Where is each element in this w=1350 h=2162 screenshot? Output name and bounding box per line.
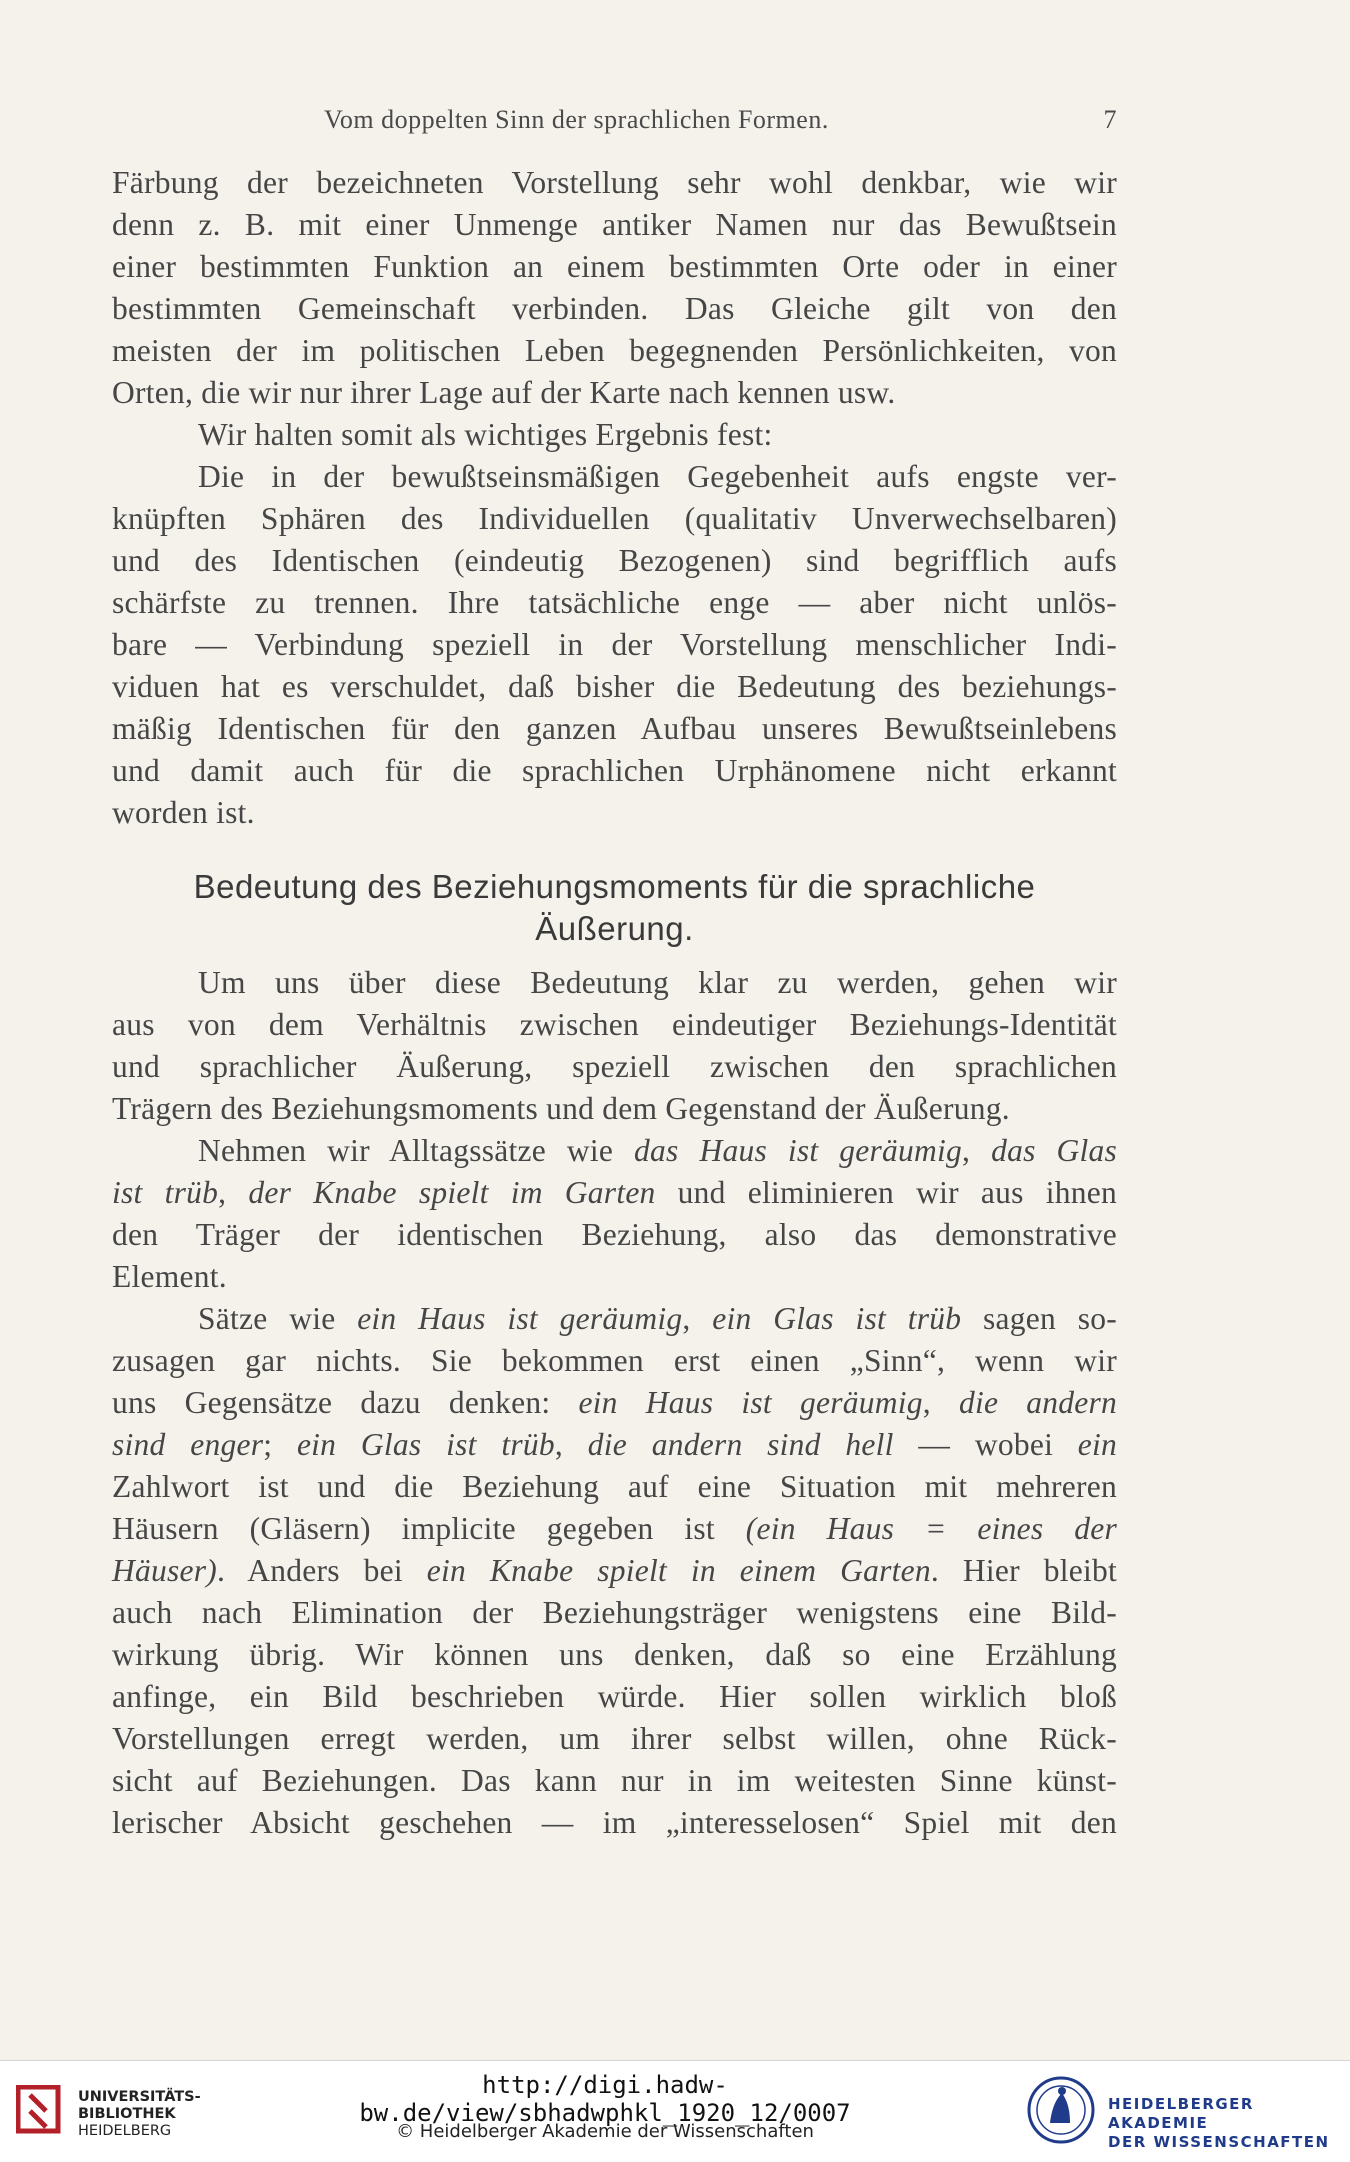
running-head: [112, 105, 1117, 145]
text-line: Um uns über diese Bedeutung klar zu werden, gehen wir: [198, 965, 1117, 1000]
text-line: lerischer Absicht geschehen — im „interesselosen“ Spiel mit den: [112, 1805, 1117, 1840]
heading-line: Bedeutung des Beziehungsmoments für die sprachliche: [193, 868, 1036, 905]
paragraph-2: Wir halten somit als wichtiges Ergebnis fest:: [198, 417, 773, 452]
example-sentence: das Glas: [991, 1133, 1117, 1168]
text-line: anfinge, ein Bild beschrieben würde. Hier sollen wirklich bloß: [112, 1679, 1117, 1714]
text-line: ist trüb, der Knabe spielt im Garten und eliminieren wir aus ihnen: [112, 1175, 1118, 1210]
text-line: Trägern des Beziehungsmoments und dem Gegenstand der Äußerung.: [112, 1091, 1010, 1126]
example-sentence: Häuser): [112, 1553, 217, 1588]
example-sentence: ein Glas ist trüb: [712, 1301, 962, 1336]
text-line: und sprachlicher Äußerung, speziell zwischen den sprachlichen: [112, 1049, 1117, 1084]
example-sentence: (ein Haus = eines der: [745, 1511, 1118, 1546]
example-sentence: sind enger: [112, 1427, 264, 1462]
text-line: Orten, die wir nur ihrer Lage auf der Karte nach kennen usw.: [112, 375, 896, 410]
example-sentence: die andern sind hell: [587, 1427, 894, 1462]
text-line: sicht auf Beziehungen. Das kann nur in im weitesten Sinne künst-: [112, 1763, 1117, 1798]
library-name: UNIVERSITÄTS- BIBLIOTHEK HEIDELBERG: [78, 2089, 201, 2139]
text-line: den Träger der identischen Beziehung, also das demonstrative: [112, 1217, 1117, 1252]
text-line: uns Gegensätze dazu denken: ein Haus ist geräumig, die andern: [112, 1385, 1117, 1420]
paragraph-5: [112, 1130, 1117, 1298]
text-line: und des Identischen (eindeutig Bezogenen) sind begrifflich aufs: [112, 543, 1117, 578]
academy-name: HEIDELBERGER AKADEMIE DER WISSENSCHAFTEN: [1108, 2095, 1330, 2151]
heading-line: Äußerung.: [535, 910, 694, 947]
example-sentence: ein Haus ist geräumig: [578, 1385, 923, 1420]
paragraph-1: [112, 162, 1117, 414]
example-sentence: der Knabe spielt im Garten: [248, 1175, 656, 1210]
text-line: auch nach Elimination der Beziehungsträger wenigstens eine Bild-: [112, 1595, 1117, 1630]
text-line: Häuser). Anders bei ein Knabe spielt in einem Garten. Hier bleibt: [112, 1553, 1117, 1588]
text-line: schärfste zu trennen. Ihre tatsächliche enge — aber nicht unlös-: [112, 585, 1117, 620]
text-line: Die in der bewußtseinsmäßigen Gegebenheit aufs engste ver-: [198, 459, 1117, 494]
text-line: Nehmen wir Alltagssätze wie das Haus ist geräumig, das Glas: [198, 1133, 1117, 1168]
viewer-footer: [0, 2060, 1350, 2162]
text-line: meisten der im politischen Leben begegnenden Persönlichkeiten, von: [112, 333, 1117, 368]
section-heading: [112, 866, 1117, 950]
copyright-notice: © Heidelberger Akademie der Wissenschaften: [396, 2121, 814, 2142]
text-line: Häusern (Gläsern) implicite gegeben ist (ein Haus = eines der: [112, 1511, 1118, 1546]
example-sentence: ein Haus ist geräumig: [357, 1301, 683, 1336]
text-line: zusagen gar nichts. Sie bekommen erst einen „Sinn“, wenn wir: [112, 1343, 1117, 1378]
example-sentence: ein Glas ist trüb: [296, 1427, 555, 1462]
text-line: wirkung übrig. Wir können uns denken, daß so eine Erzählung: [112, 1637, 1117, 1672]
example-sentence: das Haus ist geräumig: [634, 1133, 963, 1168]
text-line: worden ist.: [112, 795, 255, 830]
example-sentence: ein: [1077, 1427, 1118, 1462]
text-line: mäßig Identischen für den ganzen Aufbau unseres Bewußtseinlebens: [112, 711, 1117, 746]
paragraph-3: [112, 456, 1117, 834]
text-line: bestimmten Gemeinschaft verbinden. Das Gleiche gilt von den: [112, 291, 1117, 326]
academy-logo[interactable]: [1026, 2075, 1336, 2151]
text-line: bare — Verbindung speziell in der Vorstellung menschlicher Indi-: [112, 627, 1117, 662]
text-block: [112, 162, 1117, 1844]
example-sentence: ein Knabe spielt in einem Garten: [426, 1553, 931, 1588]
university-library-icon: [16, 2085, 66, 2135]
permalink-url[interactable]: http://digi.hadw-bw.de/view/sbhadwphkl_1920_12/0007: [359, 2071, 851, 2127]
page-number: 7: [1103, 105, 1117, 134]
text-line: einer bestimmten Funktion an einem bestimmten Orte oder in einer: [112, 249, 1117, 284]
example-sentence: ist trüb: [112, 1175, 219, 1210]
text-line: Zahlwort ist und die Beziehung auf eine Situation mit mehreren: [112, 1469, 1117, 1504]
text-line: viduen hat es verschuldet, daß bisher die Bedeutung des beziehungs-: [112, 669, 1117, 704]
text-line: aus von dem Verhältnis zwischen eindeutiger Beziehungs-Identität: [112, 1007, 1117, 1042]
text-line: und damit auch für die sprachlichen Urphänomene nicht erkannt: [112, 753, 1117, 788]
example-sentence: die andern: [958, 1385, 1117, 1420]
text-line: Vorstellungen erregt werden, um ihrer selbst willen, ohne Rück-: [112, 1721, 1117, 1756]
text-line: knüpften Sphären des Individuellen (qualitativ Unverwechselbaren): [112, 501, 1117, 536]
academy-seal-icon: [1026, 2075, 1096, 2145]
text-line: denn z. B. mit einer Unmenge antiker Namen nur das Bewußtsein: [112, 207, 1117, 242]
university-library-logo[interactable]: [16, 2079, 201, 2143]
paragraph-6: [112, 1298, 1117, 1844]
text-line: Element.: [112, 1259, 227, 1294]
text-line: sind enger; ein Glas ist trüb, die andern sind hell — wobei ein: [112, 1427, 1118, 1462]
paragraph-4: [112, 962, 1117, 1130]
text-line: Sätze wie ein Haus ist geräumig, ein Glas ist trüb sagen so-: [198, 1301, 1118, 1336]
text-line: Färbung der bezeichneten Vorstellung sehr wohl denkbar, wie wir: [112, 165, 1117, 200]
running-title: Vom doppelten Sinn der sprachlichen Formen.: [324, 105, 829, 134]
